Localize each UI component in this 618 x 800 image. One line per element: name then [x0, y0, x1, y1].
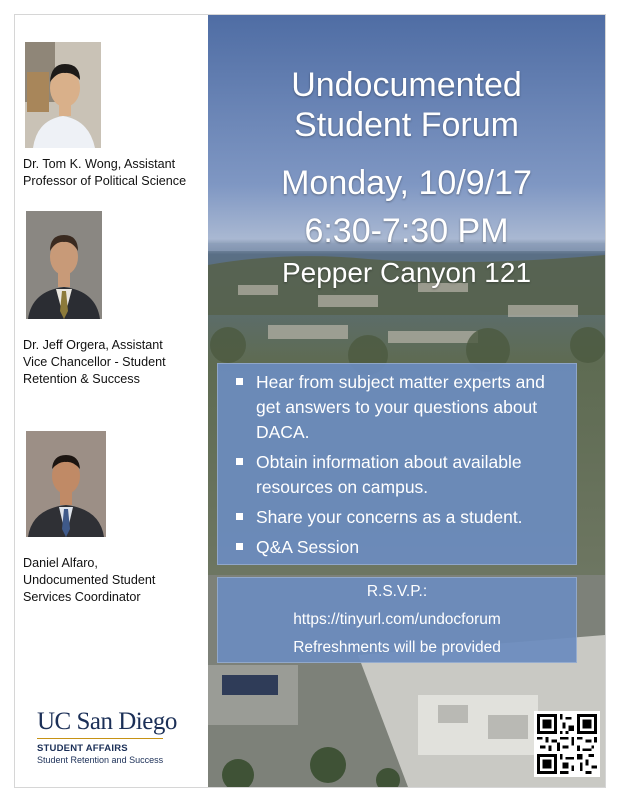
highlights-list [218, 364, 576, 560]
bullet-square-icon [236, 513, 243, 520]
logo-rule [37, 738, 163, 739]
bullet-square-icon [236, 543, 243, 550]
logo-unit: Student Retention and Success [37, 755, 164, 765]
refreshments-note: Refreshments will be provided [293, 639, 501, 656]
speaker-caption-2: Dr. Jeff Orgera, Assistant Vice Chancellor - Student Retention & Success [23, 338, 166, 386]
logo-department: STUDENT AFFAIRS [37, 743, 128, 754]
event-title-line-2: Student Forum [294, 106, 519, 144]
bullet-square-icon [236, 378, 243, 385]
list-item: Share your concerns as a student. [234, 505, 570, 530]
speaker-photo-tom-wong [25, 42, 101, 148]
event-time: 6:30-7:30 PM [304, 212, 509, 250]
speaker-photo-jeff-orgera [26, 211, 102, 319]
event-location: Pepper Canyon 121 [281, 257, 532, 288]
list-item: Obtain information about available resources on campus. [234, 450, 570, 500]
speakers-column [15, 15, 207, 787]
speaker-caption-1: Dr. Tom K. Wong, Assistant Professor of Political Science [23, 157, 187, 188]
rsvp-link[interactable]: https://tinyurl.com/undocforum [293, 611, 501, 628]
list-item: Q&A Session [234, 535, 570, 560]
bullet-square-icon [236, 458, 243, 465]
ucsd-logo [37, 709, 202, 766]
highlights-box [217, 363, 577, 565]
flyer [14, 14, 606, 788]
event-title-line-1: Undocumented [291, 66, 522, 104]
speaker-photo-daniel-alfaro [26, 431, 106, 537]
logo-wordmark: UC San Diego [37, 708, 177, 735]
speaker-caption-3: Daniel Alfaro, Undocumented Student Services Coordinator [23, 556, 156, 604]
rsvp-heading: R.S.V.P.: [366, 583, 428, 600]
rsvp-box [217, 577, 577, 663]
list-item: Hear from subject matter experts and get answers to your questions about DACA. [234, 370, 570, 445]
qr-code-icon[interactable] [534, 711, 600, 777]
event-panel [208, 15, 605, 787]
event-date: Monday, 10/9/17 [281, 164, 532, 202]
